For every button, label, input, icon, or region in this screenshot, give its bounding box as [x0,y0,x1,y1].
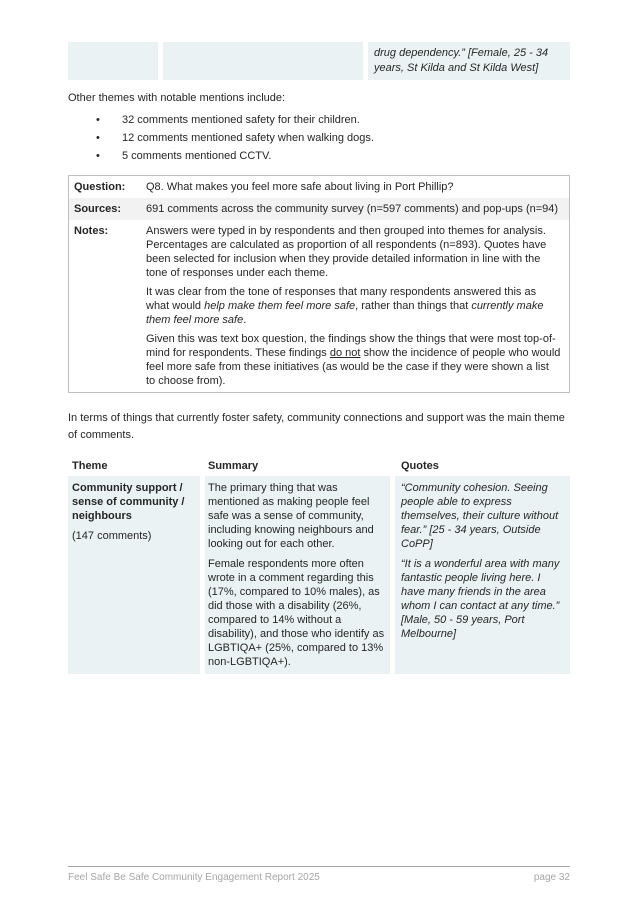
footer-title: Feel Safe Be Safe Community Engagement Report 2025 [68,872,320,883]
meta-row-notes [69,220,569,392]
carryover-table-row [68,42,570,80]
quotes-cell [395,476,570,674]
question-label: Question: [74,181,126,193]
sources-label: Sources: [74,203,122,215]
carryover-quote-cell [368,42,570,80]
themes-table [68,457,570,674]
meta-row-sources [69,198,569,220]
column-header-summary: Summary [208,460,259,472]
connector-paragraph: In terms of things that currently foster safety, community connections and support was the main theme of comments. [68,412,565,441]
theme-title: Community support / sense of community / neighbours [72,482,185,522]
carryover-summary-cell [163,42,363,80]
page-number: page 32 [533,872,570,883]
page-footer [68,866,570,883]
summary-paragraph: Female respondents more often wrote in a comment regarding this (17%, compared to 10% males), as did those with a disability (26%, compared to 14% without a disability), and those who identify as LGBTIQA+ (25%, compared to 13% non-LGBTIQA+). [208,558,385,668]
notes-paragraph: It was clear from the tone of responses that many respondents answered this as what would help make them feel more safe, rather than things that currently make them feel more safe. [146,286,544,326]
bullet-item: • 12 comments mentioned safety when walking dogs. [68,131,570,145]
question-meta-table [68,175,570,393]
summary-paragraph: The primary thing that was mentioned as making people feel safe was a sense of community, including knowing neighbours and looking out for each other. [208,482,374,550]
column-header-theme: Theme [72,460,108,472]
theme-comment-count: (147 comments) [72,530,152,542]
bullet-item: • 5 comments mentioned CCTV. [68,149,570,163]
notes-label: Notes: [74,225,109,237]
table-row [68,476,570,674]
question-value: Q8. What makes you feel more safe about living in Port Phillip? [146,181,454,193]
meta-row-question [69,176,569,198]
quote-item: “Community cohesion. Seeing people able to express themselves, their culture without fear.” [25 - 34 years, Outside CoPP] [401,482,559,550]
column-header-quotes: Quotes [401,460,439,472]
notes-paragraph: Given this was text box question, the findings show the things that were most top-of-mind for respondents. These findings do not show the incidence of people who would feel more safe from these initiatives (as would be the case if they were shown a list to choose from). [146,333,561,387]
quote-item: “It is a wonderful area with many fantastic people living here. I have many friends in the area whom I can contact at any time.” [Male, 50 - 59 years, Port Melbourne] [401,558,560,640]
summary-cell [205,476,390,674]
sources-value: 691 comments across the community survey (n=597 comments) and pop-ups (n=94) [146,203,559,215]
intro-lead: Other themes with notable mentions include: [68,92,286,104]
carryover-theme-cell [68,42,158,80]
themes-table-header [68,457,570,476]
notes-paragraph: Answers were typed in by respondents and then grouped into themes for analysis. Percentages are calculated as proportion of all respondents (n=893). Quotes have been selected for inclusion when they provide detailed information in line with the tone of responses under each theme. [146,225,547,279]
notes-value [140,220,569,392]
bullet-list [68,113,570,163]
bullet-item: • 32 comments mentioned safety for their children. [68,113,570,127]
theme-cell [68,476,200,674]
footer-text-row [68,867,570,883]
page-content [68,0,570,674]
carryover-quote-text: drug dependency.” [Female, 25 - 34 years, St Kilda and St Kilda West] [374,47,549,74]
